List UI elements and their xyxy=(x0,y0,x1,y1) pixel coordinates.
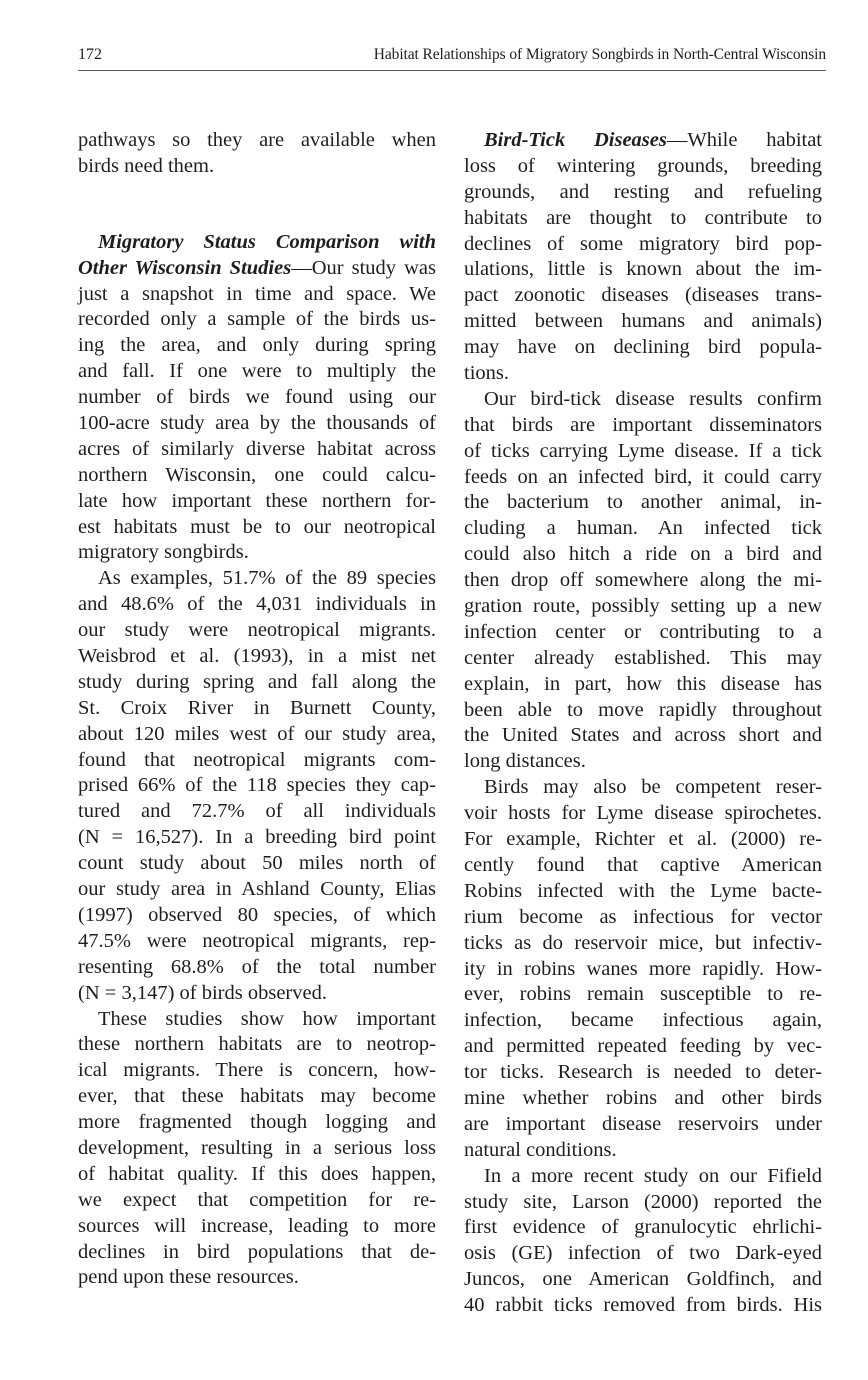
text-line: the United States and across short and xyxy=(464,724,822,747)
section-heading: Bird-Tick Diseases xyxy=(484,129,667,151)
text-line: feeds on an infected bird, it could carry xyxy=(464,465,822,488)
text-line: infection, became infectious again, xyxy=(464,1009,822,1032)
text-line: habitats are thought to contribute to xyxy=(464,206,822,229)
text-line: about 120 miles west of our study area, xyxy=(78,722,436,745)
text-line: just a snapshot in time and space. We xyxy=(78,282,436,305)
section-heading: Migratory Status Comparison with xyxy=(98,230,436,253)
text-line: and fall. If one were to multiply the xyxy=(78,360,436,383)
text-line: explain, in part, how this disease has xyxy=(464,672,822,695)
text-line: cluding a human. An infected tick xyxy=(464,517,822,540)
section-heading: Other Wisconsin Studies xyxy=(78,256,292,279)
text-line: Weisbrod et al. (1993), in a mist net xyxy=(78,645,436,668)
text-line: may have on declining bird popula- xyxy=(464,336,822,359)
text-line: and 48.6% of the 4,031 individuals in xyxy=(78,593,436,616)
text-line: development, resulting in a serious loss xyxy=(78,1136,436,1159)
text-line: 40 rabbit ticks removed from birds. His xyxy=(464,1294,822,1317)
paragraph xyxy=(464,154,822,387)
text-line: found that neotropical migrants com- xyxy=(78,748,436,771)
paragraph xyxy=(464,1164,822,1319)
text-line: number of birds we found using our xyxy=(78,386,436,409)
section-heading-line xyxy=(464,128,822,154)
text-line: been able to move rapidly throughout xyxy=(464,698,822,721)
text-line: prised 66% of the 118 species they cap- xyxy=(78,774,436,797)
text-line: ever, that these habitats may become xyxy=(78,1085,436,1108)
text-line: of habitat quality. If this does happen, xyxy=(78,1162,436,1185)
text-line: tor ticks. Research is needed to deter- xyxy=(464,1061,822,1084)
text-line: 100-acre study area by the thousands of xyxy=(78,412,436,435)
running-header xyxy=(78,44,826,71)
text-line: mitted between humans and animals) xyxy=(464,310,822,333)
section-heading-line xyxy=(78,256,436,282)
text-line: ity in robins wanes more rapidly. How- xyxy=(464,957,822,980)
text-line: ulations, little is known about the im- xyxy=(464,258,822,281)
text-line: These studies show how important xyxy=(98,1007,436,1030)
text-line: are important disease reservoirs under xyxy=(464,1112,822,1135)
text-line: (1997) observed 80 species, of which xyxy=(78,903,436,926)
text-line: the bacterium to another animal, in- xyxy=(464,491,822,514)
text-line: resenting 68.8% of the total number xyxy=(78,955,436,978)
text-line: migratory songbirds. xyxy=(78,541,249,564)
text-line: declines of some migratory bird pop- xyxy=(464,232,822,255)
continuation-paragraph xyxy=(78,128,436,180)
text-line: acres of similarly diverse habitat across xyxy=(78,437,436,460)
text-line: pathways so they are available when xyxy=(78,129,436,151)
text-line: declines in bird populations that de- xyxy=(78,1240,436,1263)
left-column xyxy=(78,128,436,1291)
section-migratory-status xyxy=(78,230,436,1292)
text-line: ever, robins remain susceptible to re- xyxy=(464,983,822,1006)
text-line: pend upon these resources. xyxy=(78,1266,299,1289)
heading-dash-text: —Our study was xyxy=(291,256,436,279)
text-line: grounds, and resting and refueling xyxy=(464,180,822,203)
text-line: our study were neotropical migrants. xyxy=(78,619,436,642)
paragraph xyxy=(78,566,436,1006)
text-line: more fragmented though logging and xyxy=(78,1111,436,1134)
text-line: mine whether robins and other birds xyxy=(464,1086,822,1109)
text-line: ticks as do reservoir mice, but infectiv- xyxy=(464,931,822,954)
page-number: 172 xyxy=(78,46,102,63)
text-line: voir hosts for Lyme disease spirochetes. xyxy=(464,802,822,825)
text-line: count study about 50 miles north of xyxy=(78,852,436,875)
text-line: natural conditions. xyxy=(464,1138,617,1161)
text-line: could also hitch a ride on a bird and xyxy=(464,543,822,566)
paragraph xyxy=(78,1007,436,1292)
text-line: these northern habitats are to neotrop- xyxy=(78,1033,436,1056)
text-line: ing the area, and only during spring xyxy=(78,334,436,357)
text-line: birds need them. xyxy=(78,154,215,177)
text-line: For example, Richter et al. (2000) re- xyxy=(464,828,822,851)
running-title: Habitat Relationships of Migratory Songbirds in North-Central Wisconsin xyxy=(373,46,826,63)
text-line: 47.5% were neotropical migrants, rep- xyxy=(78,929,436,952)
text-line: gration route, possibly setting up a new xyxy=(464,595,822,618)
paragraph xyxy=(464,775,822,1163)
paragraph xyxy=(78,282,436,567)
text-line: St. Croix River in Burnett County, xyxy=(78,696,436,719)
text-line: our study area in Ashland County, Elias xyxy=(78,878,436,901)
text-line: then drop off somewhere along the mi- xyxy=(464,569,822,592)
text-line: of ticks carrying Lyme disease. If a tick xyxy=(464,439,822,462)
text-line: we expect that competition for re- xyxy=(78,1188,436,1211)
text-line: ical migrants. There is concern, how- xyxy=(78,1059,436,1082)
text-line: Robins infected with the Lyme bacte- xyxy=(464,879,822,902)
text-line: center already established. This may xyxy=(464,646,822,669)
text-line: Our bird-tick disease results confirm xyxy=(484,387,822,410)
text-line: study site, Larson (2000) reported the xyxy=(464,1190,822,1213)
text-line: tured and 72.7% of all individuals xyxy=(78,800,436,823)
text-line: (N = 16,527). In a breeding bird point xyxy=(78,826,436,849)
heading-dash-text: —While habitat xyxy=(666,129,822,151)
text-line: study during spring and fall along the xyxy=(78,670,436,693)
text-line: In a more recent study on our Fifield xyxy=(484,1164,822,1187)
section-bird-tick-diseases xyxy=(464,128,822,1319)
text-line: pact zoonotic diseases (diseases trans- xyxy=(464,284,822,307)
paragraph xyxy=(464,387,822,775)
text-line: As examples, 51.7% of the 89 species xyxy=(98,567,436,590)
text-line: rium become as infectious for vector xyxy=(464,905,822,928)
text-line: that birds are important disseminators xyxy=(464,413,822,436)
text-line: tions. xyxy=(464,362,509,385)
text-line: sources will increase, leading to more xyxy=(78,1214,436,1237)
right-column xyxy=(464,128,822,1319)
text-line: est habitats must be to our neotropical xyxy=(78,515,436,538)
text-line: cently found that captive American xyxy=(464,853,822,876)
text-line: Juncos, one American Goldfinch, and xyxy=(464,1268,822,1291)
text-line: and permitted repeated feeding by vec- xyxy=(464,1035,822,1058)
text-line: late how important these northern for- xyxy=(78,489,436,512)
section-heading-line xyxy=(78,230,436,256)
text-line: first evidence of granulocytic ehrlichi- xyxy=(464,1216,822,1239)
text-line: long distances. xyxy=(464,750,586,773)
text-line: northern Wisconsin, one could calcu- xyxy=(78,463,436,486)
text-line: loss of wintering grounds, breeding xyxy=(464,154,822,177)
text-line: osis (GE) infection of two Dark-eyed xyxy=(464,1242,822,1265)
text-line: recorded only a sample of the birds us- xyxy=(78,308,436,331)
text-line: Birds may also be competent reser- xyxy=(484,776,822,799)
text-line: infection center or contributing to a xyxy=(464,620,822,643)
text-line: (N = 3,147) of birds observed. xyxy=(78,981,327,1004)
